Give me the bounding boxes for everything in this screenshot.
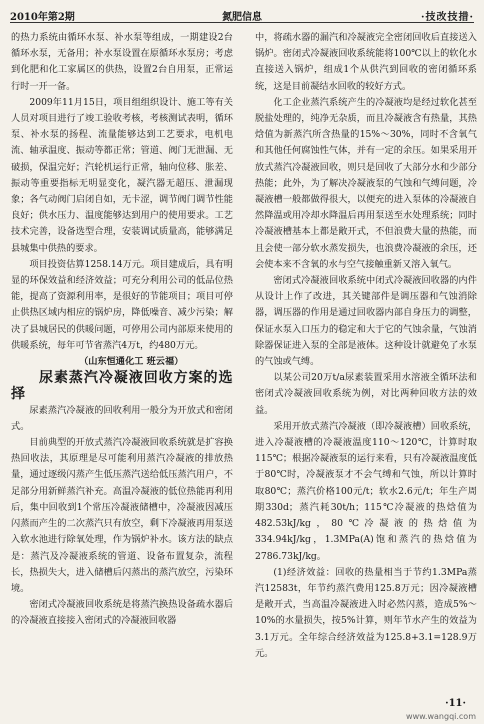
paragraph: 的热力系统由循环水泵、补水泵等组成，一期建设2台循环水泵，无备用；补水泵设置在原循环水泵房；考虑到化肥和化工家属区的供热，设置2台自用泵，正常运行时一开一备。 <box>11 32 233 92</box>
paragraph: 2009年11月15日，项目组组织设计、施工等有关人员对项目进行了竣工验收考核，考核测试表明，循环泵、补水泵的扬程、流量能够达到工艺要求，电机电流、轴承温度、振动等都正常；管道、阀门无泄漏、无破损，保温完好；汽轮机运行正常，轴向位移、胀差、振动等重要指标无明显变化，凝汽器无超压、泄漏现象；各气动阀门启闭自如，无卡涩，调节阀门调节性能良好；供水压力、温度能够达到用户的使用要求。工艺技术完善，设备选型合理，安装调试质量高，能够满足县城集中供热的要求。 <box>11 96 233 254</box>
paragraph: (1)经济效益：回收的热量相当于节约1.3MPa蒸汽12583t，年节约蒸汽费用125.8万元；因冷凝液槽是敞开式，当高温冷凝液进入时必然闪蒸，造成5%～10%的水量损失，按5%计算，则年节水产生的效益为3.1万元。全年综合经济效益为125.8+3.1=128.9万元。 <box>255 566 477 659</box>
page-header <box>10 6 474 23</box>
author-byline: （山东恒通化工 班云福） <box>79 356 184 368</box>
paragraph: 中，将疏水器的漏汽和冷凝液完全密闭回收后直接送入锅炉。密闭式冷凝液回收系统能将100℃以上的软化水直接送入锅炉，组成1个从供汽到回收的密闭循环系统，这是目前凝结水回收的较好方式。 <box>255 32 477 92</box>
watermark: www.wangqi.com <box>406 712 476 721</box>
right-column <box>255 30 477 662</box>
issue-label: 2010年第2期 <box>10 12 75 23</box>
paragraph: 以某公司20万t/a尿素装置采用水溶液全循环法和密闭式冷凝液回收系统为例，对比两种回收方法的效益。 <box>255 372 477 416</box>
paragraph: 项目投资估算1258.14万元。项目建成后，具有明显的环保效益和经济效益；可充分利用公司的低品位热能，提高了资源利用率，是很好的节能项目；项目可停止供热区域内相应的锅炉房，降低噪音、减少污染；解决了县城居民的供暖问题，可停用公司内部原来使用的供暖系统，每年可节省蒸汽4万t，约480万元。 <box>11 258 233 351</box>
section-label: ·技改技措· <box>421 12 474 23</box>
paragraph: 密闭式冷凝液回收系统中闭式冷凝液回收器的内件从设计上作了改进，其关键部件是调压器和气蚀消除器，调压器的作用是通过回收器内部自身压力的调整，保证水泵入口压力的稳定和大于它的气蚀余量，气蚀消除器保证进入泵的全部是液体。这种设计就避免了水泵的气蚀或气缚。 <box>255 275 477 368</box>
paragraph: 密闭式冷凝液回收系统是将蒸汽换热设备疏水器后的冷凝液直接接入密闭式的冷凝液回收器 <box>11 599 233 627</box>
paragraph: 尿素蒸汽冷凝液的回收利用一般分为开放式和密闭式。 <box>11 404 233 432</box>
paragraph: 目前典型的开放式蒸汽冷凝液回收系统就是扩容换热回收法，其原理是尽可能利用蒸汽冷凝液的排放热量，通过逐级闪蒸产生低压蒸汽送给低压蒸汽用户，不足部分用新鲜蒸汽补充。高温冷凝液的低位热能再利用后，集中回收到1个常压冷凝液储槽中，冷凝液因减压闪蒸而产生的二次蒸汽只有放空，剩下冷凝液再用泵送入软水池进行除氧处理，作为锅炉补水。该方法的缺点是：蒸汽及冷凝液系统的管道、设备布置复杂，流程长，热损失大，进入储槽后闪蒸出的蒸汽放空，污染环境。 <box>11 437 233 594</box>
page-number: ·11· <box>445 698 466 709</box>
paragraph: 化工企业蒸汽系统产生的冷凝液均是经过软化甚至脱盐处理的，纯净无杂质，而且冷凝液含有热量，其热焓值为新蒸汽所含热量的15%～30%，同时不含氧气和其他任何腐蚀性气体，并有一定的余压。如果采用开放式蒸汽冷凝液回收，则只是回收了大部分水和少部分热能；此外，为了解决冷凝液泵的气蚀和气缚问题，冷凝液槽一般都做得很大，以便充的进入泵体的冷凝液自然降温或用冷却水降温后再用泵送至水处理系统；同时冷凝液槽基本上都是敞开式，不但浪费大量的热能，而且会使一部分软水蒸发损失，也浪费冷凝液的余压，还会使本来不含氧的水与空气接触重新又溶入氧气。 <box>255 96 477 270</box>
paragraph: 采用开放式蒸汽冷凝液（即冷凝液槽）回收系统，进入冷凝液槽的冷凝液温度110～120℃，计算时取115℃；根据冷凝液泵的运行来看，只有冷凝液温度低于80℃时，冷凝液泵才不会气缚和气蚀，所以计算时取80℃；蒸汽价格100元/t；软水2.6元/t；年生产周期330d；蒸汽耗30t/h；115℃冷凝液的热焓值为482.53kJ/kg，80℃冷凝液的热焓值为334.94kJ/kg，1.3MPa(A)饱和蒸汽的热焓值为2786.73kJ/kg。 <box>255 420 477 562</box>
article-title: 尿素蒸汽冷凝液回收方案的选择 <box>11 370 233 403</box>
left-column <box>11 30 233 630</box>
journal-name: 氮肥信息 <box>222 12 262 23</box>
